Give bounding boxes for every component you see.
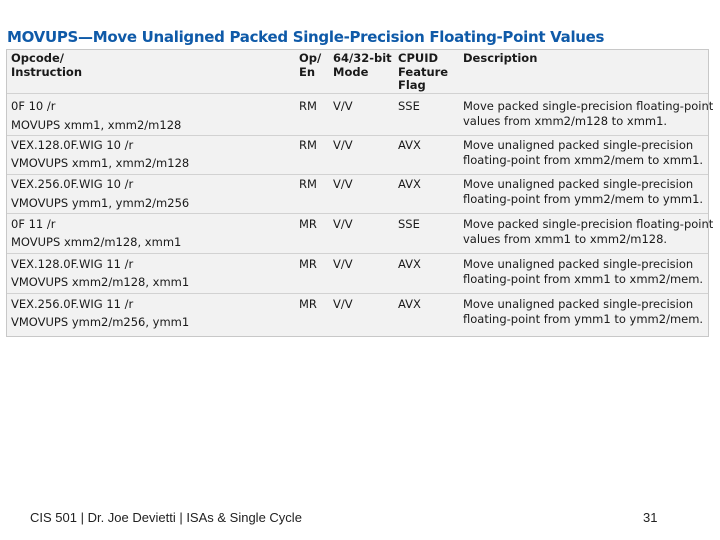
row-mode: V/V — [333, 257, 353, 271]
row-opcode: 0F 10 /r — [11, 99, 56, 113]
row-instruction: MOVUPS xmm1, xmm2/m128 — [11, 118, 182, 132]
row-opcode: 0F 11 /r — [11, 217, 56, 231]
header-line: 64/32-bit — [333, 51, 392, 65]
row-description-line2: floating-point from ymm1 to ymm2/mem. — [463, 312, 704, 326]
row-cpuid: AVX — [398, 257, 421, 271]
row-cpuid: AVX — [398, 138, 421, 152]
header-mode — [333, 52, 392, 79]
row-description-line2: values from xmm2/m128 to xmm1. — [463, 114, 668, 128]
row-description-line1: Move unaligned packed single-precision — [463, 138, 694, 152]
page-number: 31 — [643, 510, 658, 525]
row-mode: V/V — [333, 217, 353, 231]
row-cpuid: AVX — [398, 297, 421, 311]
row-description-line1: Move unaligned packed single-precision — [463, 297, 694, 311]
instruction-table — [6, 49, 714, 337]
row-opcode: VEX.128.0F.WIG 10 /r — [11, 138, 134, 152]
row-divider — [7, 174, 708, 175]
header-line: Instruction — [11, 64, 83, 79]
row-description-line2: values from xmm1 to xmm2/m128. — [463, 232, 668, 246]
header-cpuid — [398, 52, 448, 93]
row-cpuid: SSE — [398, 217, 420, 231]
row-description-line2: floating-point from xmm2/mem to xmm1. — [463, 153, 704, 167]
row-op-en: MR — [299, 257, 317, 271]
row-opcode: VEX.256.0F.WIG 11 /r — [11, 297, 134, 311]
row-mode: V/V — [333, 99, 353, 113]
header-line: Feature — [398, 64, 449, 79]
row-description-line2: floating-point from ymm2/mem to ymm1. — [463, 192, 704, 206]
row-op-en: RM — [299, 138, 317, 152]
row-mode: V/V — [333, 138, 353, 152]
row-opcode: VEX.128.0F.WIG 11 /r — [11, 257, 134, 271]
header-line: Flag — [398, 78, 426, 92]
row-instruction: VMOVUPS ymm1, ymm2/m256 — [11, 196, 190, 210]
row-mode: V/V — [333, 297, 353, 311]
row-opcode: VEX.256.0F.WIG 10 /r — [11, 177, 134, 191]
row-description-line1: Move packed single-precision floating-point — [463, 217, 714, 231]
header-divider — [7, 93, 708, 94]
header-opcode-line — [11, 52, 82, 79]
footer-course-info: CIS 501 | Dr. Joe Devietti | ISAs & Single Cycle — [30, 510, 302, 525]
row-instruction: VMOVUPS ymm2/m256, ymm1 — [11, 315, 190, 329]
row-divider — [7, 135, 708, 136]
row-divider — [7, 293, 708, 294]
row-op-en: RM — [299, 99, 317, 113]
row-divider — [7, 253, 708, 254]
row-cpuid: AVX — [398, 177, 421, 191]
table-title: MOVUPS—Move Unaligned Packed Single-Precision Floating-Point Values — [7, 28, 605, 46]
row-instruction: VMOVUPS xmm1, xmm2/m128 — [11, 156, 190, 170]
row-op-en: MR — [299, 217, 317, 231]
header-op-en — [299, 52, 321, 79]
header-line: Mode — [333, 64, 369, 79]
row-op-en: MR — [299, 297, 317, 311]
row-divider — [7, 213, 708, 214]
row-description-line1: Move unaligned packed single-precision — [463, 177, 694, 191]
row-cpuid: SSE — [398, 99, 420, 113]
row-description-line1: Move packed single-precision floating-point — [463, 99, 714, 113]
row-description-line1: Move unaligned packed single-precision — [463, 257, 694, 271]
header-line: En — [299, 64, 316, 79]
row-description-line2: floating-point from xmm1 to xmm2/mem. — [463, 272, 704, 286]
header-line: Opcode/ — [11, 51, 64, 65]
header-description: Description — [463, 51, 538, 65]
row-instruction: MOVUPS xmm2/m128, xmm1 — [11, 235, 182, 249]
row-op-en: RM — [299, 177, 317, 191]
header-line: CPUID — [398, 51, 439, 65]
header-line: Op/ — [299, 51, 322, 65]
row-mode: V/V — [333, 177, 353, 191]
row-instruction: VMOVUPS xmm2/m128, xmm1 — [11, 275, 190, 289]
header-opcode — [11, 52, 82, 79]
